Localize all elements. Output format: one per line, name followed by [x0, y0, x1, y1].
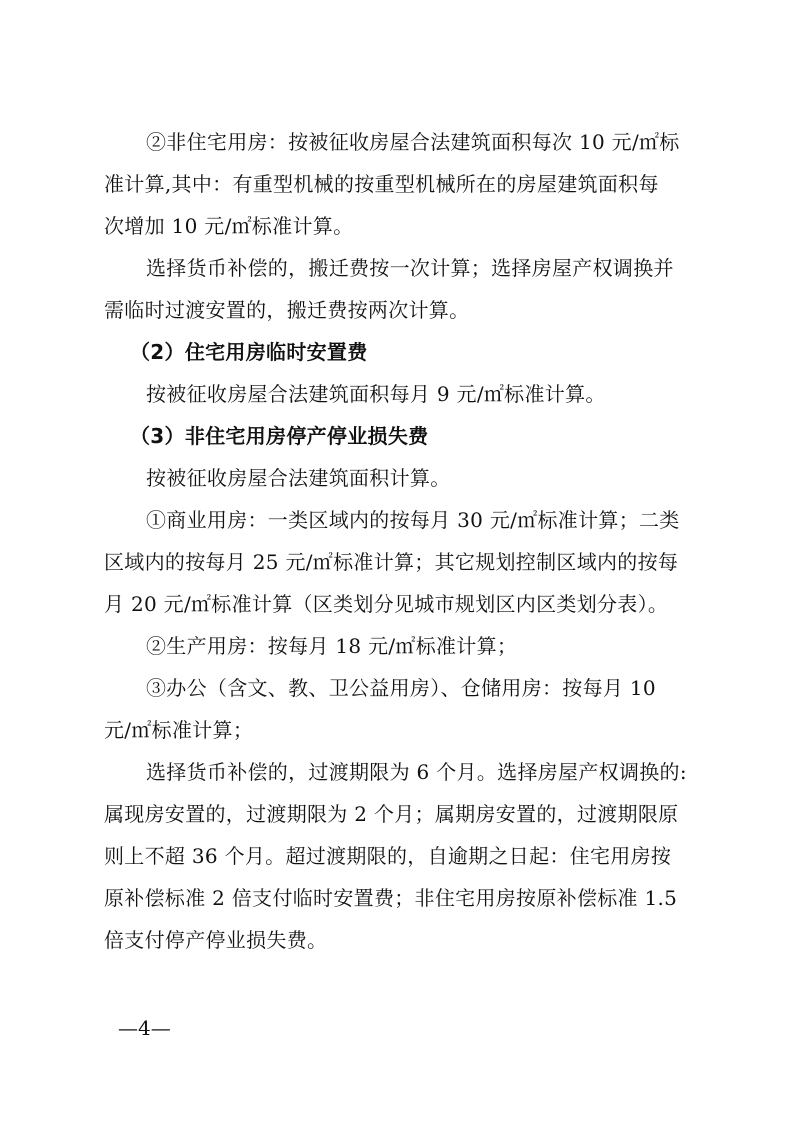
- paragraph-line: 元/㎡标准计算；: [104, 718, 254, 742]
- paragraph-line: 月 20 元/㎡标准计算（区类划分见城市规划区内区类划分表）。: [104, 592, 669, 616]
- page-number: —4—: [118, 1016, 171, 1040]
- paragraph-line: 按被征收房屋合法建筑面积计算。: [146, 466, 451, 490]
- paragraph-line: 按被征收房屋合法建筑面积每月 9 元/㎡标准计算。: [146, 382, 606, 406]
- section-heading: （3）非住宅用房停产停业损失费: [130, 424, 429, 448]
- paragraph-line: 选择货币补偿的，搬迁费按一次计算；选择房屋产权调换并: [146, 256, 674, 280]
- paragraph-line: ②生产用房：按每月 18 元/㎡标准计算；: [146, 634, 518, 658]
- paragraph-line: 准计算,其中：有重型机械的按重型机械所在的房屋建筑面积每: [104, 172, 659, 196]
- paragraph-line: 需临时过渡安置的，搬迁费按两次计算。: [104, 298, 470, 322]
- paragraph-line: ③办公（含文、教、卫公益用房）、仓储用房：按每月 10: [146, 676, 656, 700]
- paragraph-line: 则上不超 36 个月。超过渡期限的，自逾期之日起：住宅用房按: [104, 844, 672, 868]
- paragraph-line: ②非住宅用房：按被征收房屋合法建筑面积每次 10 元/㎡标: [146, 130, 680, 154]
- paragraph-line: 次增加 10 元/㎡标准计算。: [104, 214, 354, 238]
- paragraph-line: 属现房安置的，过渡期限为 2 个月；属期房安置的，过渡期限原: [104, 802, 679, 826]
- paragraph-line: 原补偿标准 2 倍支付临时安置费；非住宅用房按原补偿标准 1.5: [104, 886, 678, 910]
- paragraph-line: ①商业用房：一类区域内的按每月 30 元/㎡标准计算；二类: [146, 508, 680, 532]
- paragraph-line: 区域内的按每月 25 元/㎡标准计算；其它规划控制区域内的按每: [104, 550, 679, 574]
- section-heading: （2）住宅用房临时安置费: [130, 340, 368, 364]
- paragraph-line: 选择货币补偿的，过渡期限为 6 个月。选择房屋产权调换的:: [146, 760, 687, 784]
- paragraph-line: 倍支付停产停业损失费。: [104, 928, 328, 952]
